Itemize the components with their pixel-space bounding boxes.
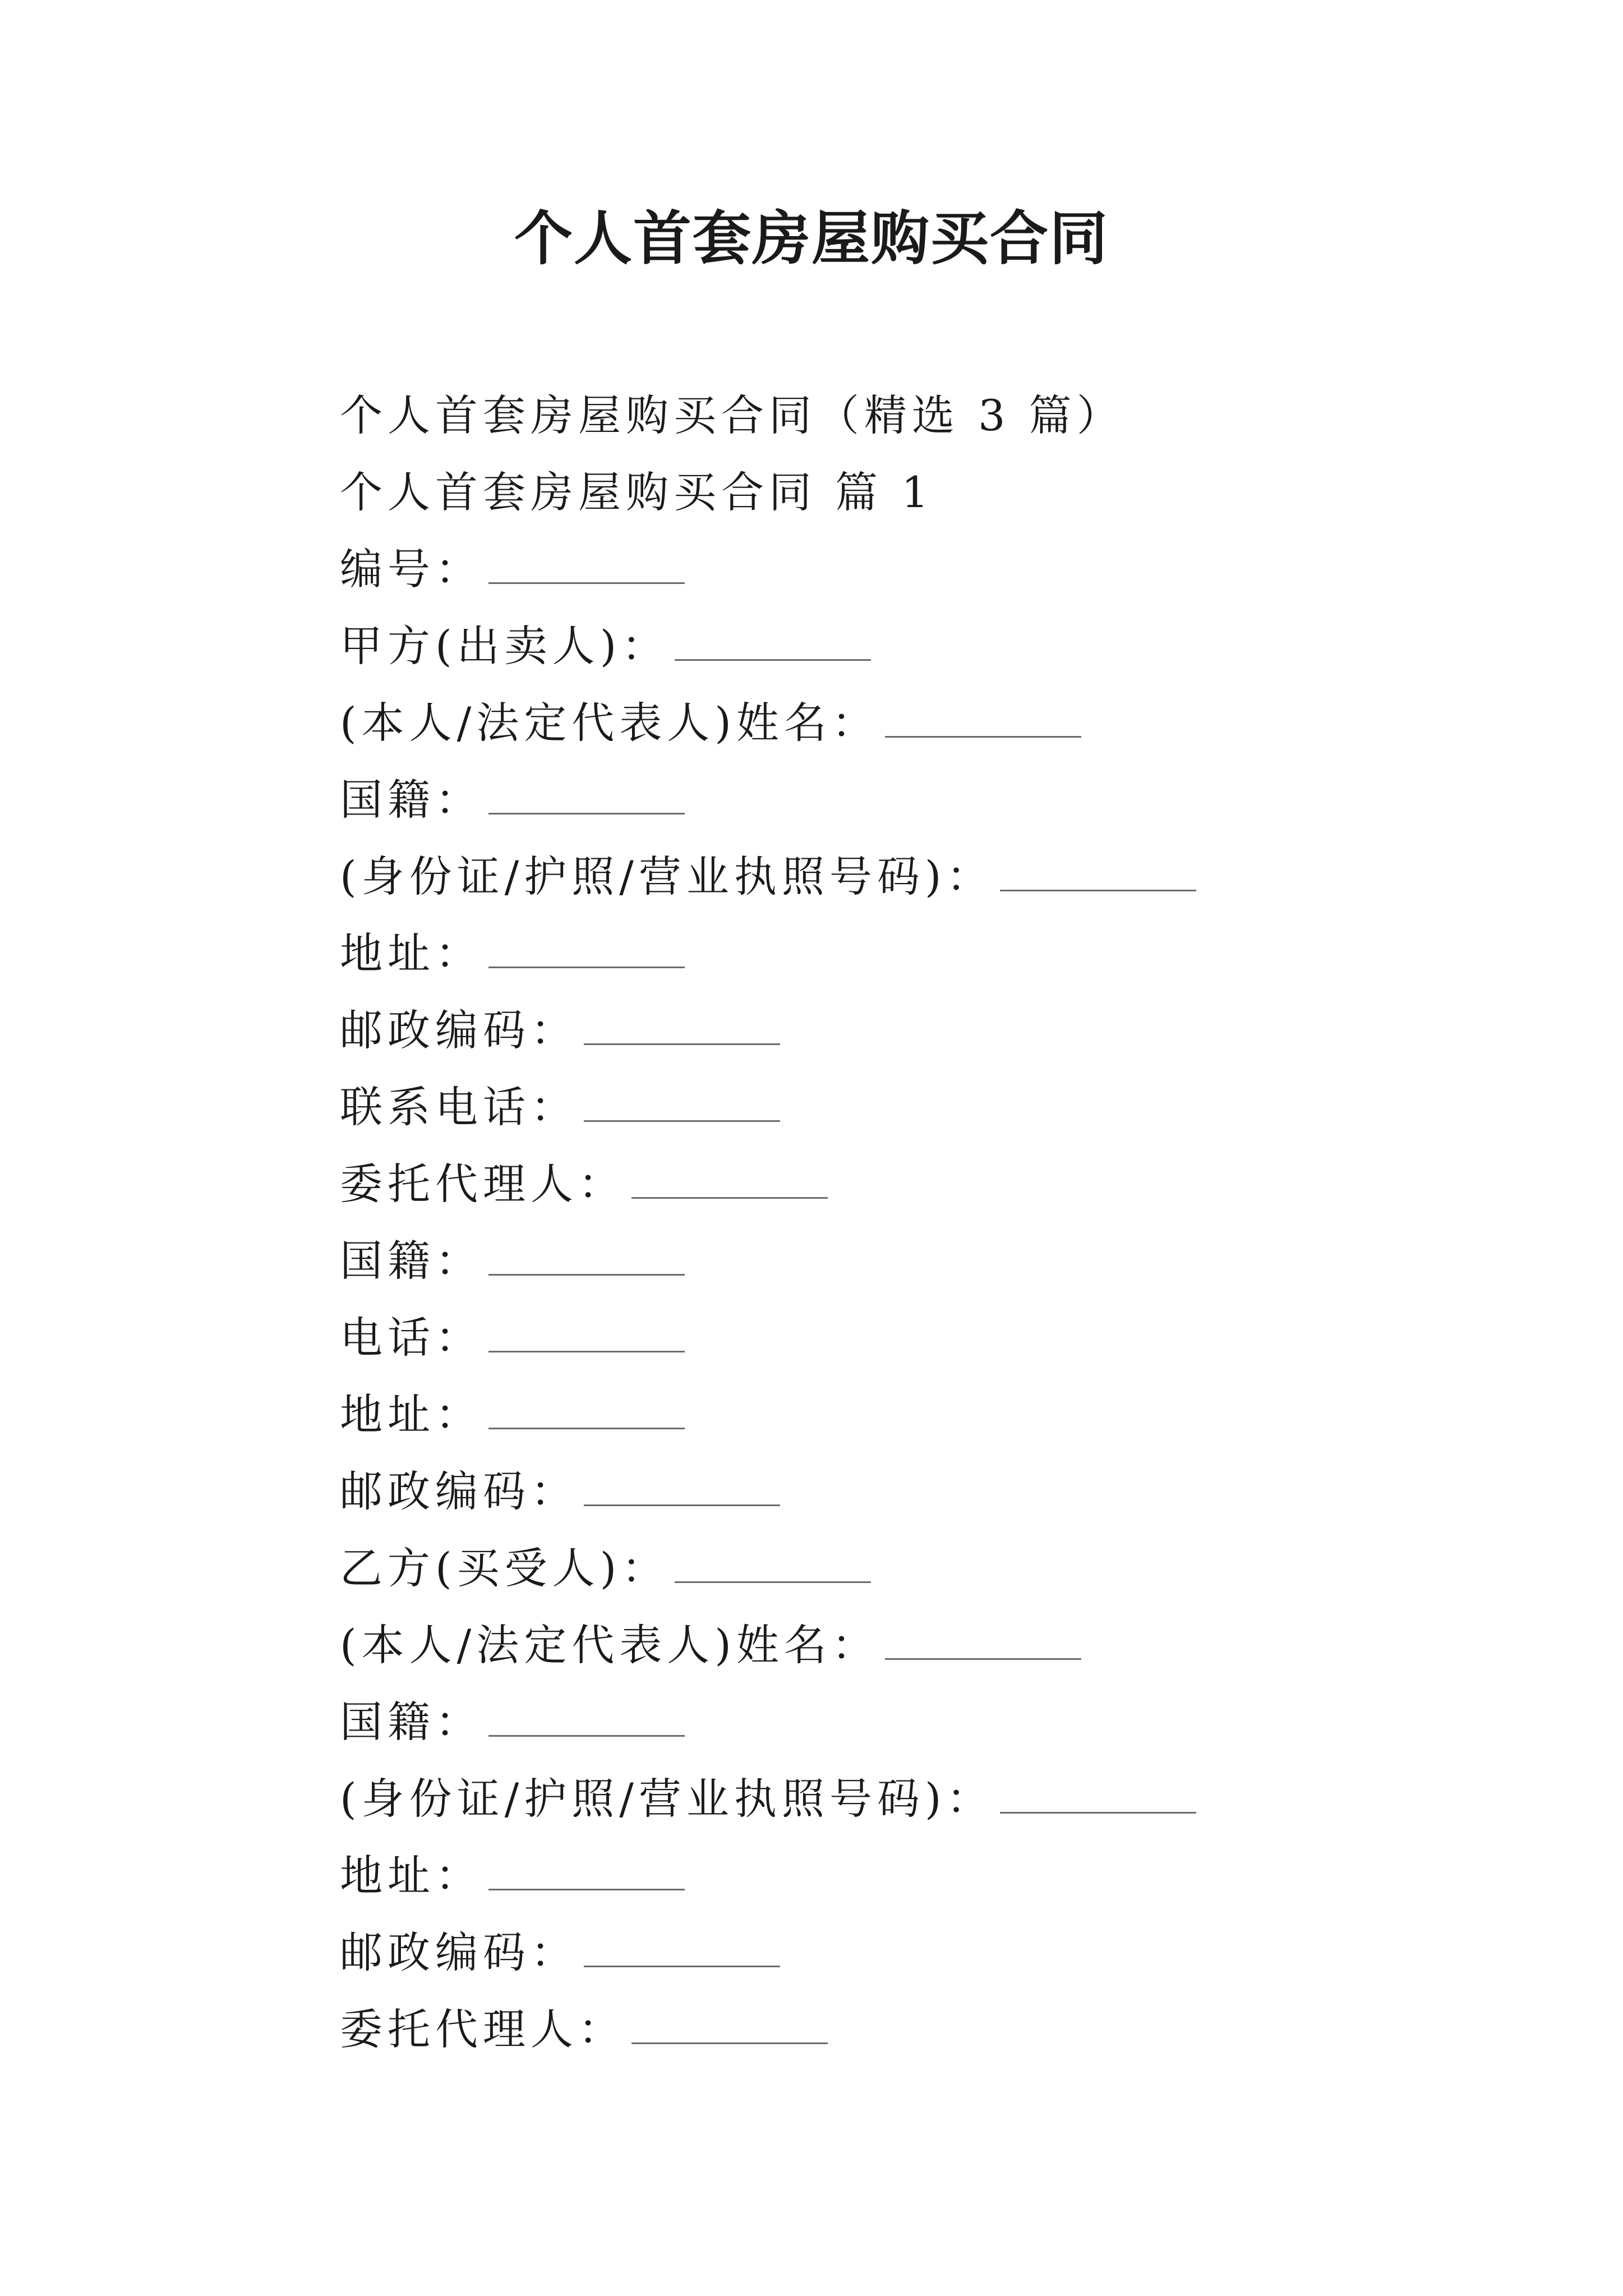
form-field-line xyxy=(340,761,1518,838)
form-field-line xyxy=(340,1530,1518,1607)
fill-in-blank xyxy=(885,1622,1081,1660)
field-label: (身份证/护照/营业执照号码)： xyxy=(340,1774,994,1824)
fill-in-blank xyxy=(675,623,871,661)
form-field-line xyxy=(340,1145,1518,1222)
fill-in-blank xyxy=(584,1007,780,1045)
field-label: 邮政编码： xyxy=(340,1005,578,1055)
field-label: 乙方(买受人)： xyxy=(340,1543,670,1593)
form-field-line xyxy=(340,838,1518,915)
field-label: 邮政编码： xyxy=(340,1927,578,1977)
form-field-line xyxy=(340,1837,1518,1914)
fill-in-blank xyxy=(488,546,685,584)
field-label: (本人/法定代表人)姓名： xyxy=(340,698,879,748)
form-field-line xyxy=(340,1760,1518,1837)
fill-in-blank xyxy=(584,1469,780,1506)
form-field-line xyxy=(340,1683,1518,1760)
field-label: 地址： xyxy=(340,928,483,978)
field-label: 邮政编码： xyxy=(340,1466,578,1516)
fill-in-blank xyxy=(488,1699,685,1737)
field-label: 编号： xyxy=(340,544,483,594)
field-label: 国籍： xyxy=(340,1236,483,1286)
fill-in-blank xyxy=(488,931,685,968)
field-label: 委托代理人： xyxy=(340,1159,626,1209)
document-body xyxy=(340,377,1518,2068)
field-label: 联系电话： xyxy=(340,1082,578,1132)
document-title: 个人首套房屋购买合同 xyxy=(514,204,1109,273)
line-text: 个人首套房屋购买合同（精选 3 篇） xyxy=(340,390,1124,440)
fill-in-blank xyxy=(631,1161,828,1199)
fill-in-blank xyxy=(488,1315,685,1352)
text-line xyxy=(340,454,1518,531)
field-label: 委托代理人： xyxy=(340,2004,626,2054)
fill-in-blank xyxy=(584,1084,780,1122)
text-line xyxy=(340,377,1518,454)
form-field-line xyxy=(340,608,1518,684)
fill-in-blank xyxy=(631,2007,828,2044)
field-label: (本人/法定代表人)姓名： xyxy=(340,1620,879,1670)
form-field-line xyxy=(340,1299,1518,1376)
field-label: 电话： xyxy=(340,1313,483,1363)
fill-in-blank xyxy=(1000,1776,1196,1814)
field-label: 国籍： xyxy=(340,1697,483,1747)
form-field-line xyxy=(340,1607,1518,1683)
fill-in-blank xyxy=(885,700,1081,738)
field-label: 国籍： xyxy=(340,775,483,825)
fill-in-blank xyxy=(488,1238,685,1276)
form-field-line xyxy=(340,1222,1518,1299)
form-field-line xyxy=(340,1453,1518,1530)
fill-in-blank xyxy=(584,1930,780,1967)
field-label: (身份证/护照/营业执照号码)： xyxy=(340,852,994,901)
form-field-line xyxy=(340,684,1518,761)
fill-in-blank xyxy=(1000,854,1196,891)
fill-in-blank xyxy=(675,1545,871,1583)
fill-in-blank xyxy=(488,777,685,815)
field-label: 甲方(出卖人)： xyxy=(340,621,670,671)
fill-in-blank xyxy=(488,1853,685,1890)
form-field-line xyxy=(340,1069,1518,1145)
field-label: 地址： xyxy=(340,1851,483,1901)
form-field-line xyxy=(340,1376,1518,1453)
form-field-line xyxy=(340,1914,1518,1991)
line-text: 个人首套房屋购买合同 篇 1 xyxy=(340,467,934,517)
form-field-line xyxy=(340,531,1518,608)
fill-in-blank xyxy=(488,1392,685,1429)
form-field-line xyxy=(340,992,1518,1069)
form-field-line xyxy=(340,1991,1518,2068)
field-label: 地址： xyxy=(340,1389,483,1439)
form-field-line xyxy=(340,915,1518,992)
